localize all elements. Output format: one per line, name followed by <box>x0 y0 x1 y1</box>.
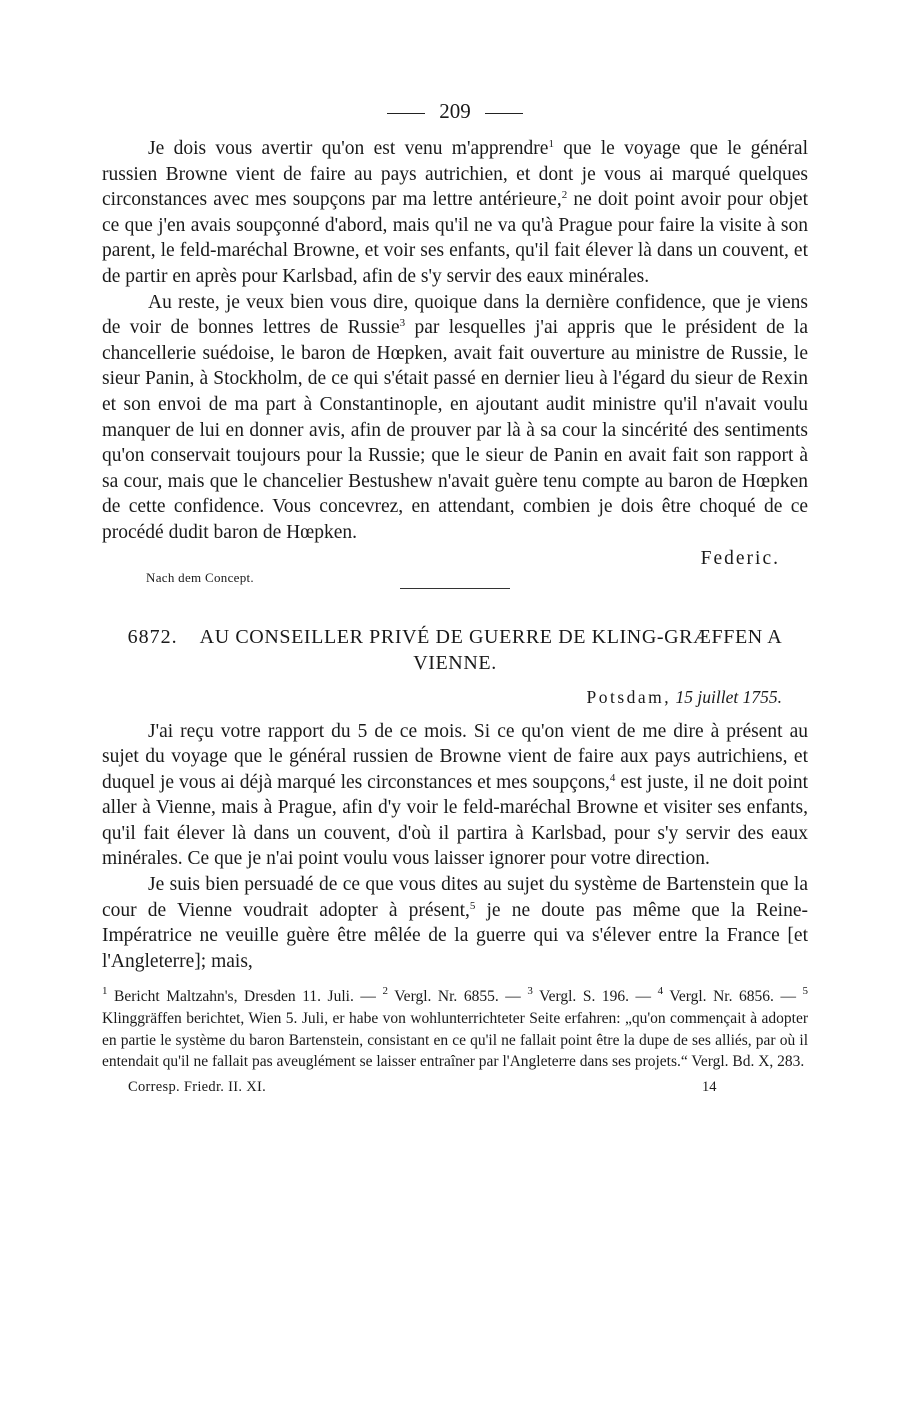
dateline-date: 15 juillet 1755. <box>675 686 782 707</box>
header-dash-right <box>485 113 523 114</box>
letter2-paragraph-2: Je suis bien persuadé de ce que vous dites au sujet du système de Bartenstein que la cour de Vienne voudrait adopter à présent,$^5$ je ne doute pas même que la Reine-Impératrice ne veuille guère être mêlée de la guerre qui va s'élever entre la France [et l'Angleterre]; mais, <box>102 874 808 972</box>
letter1-paragraph-1: Je dois vous avertir qu'on est venu m'apprendre$^1$ que le voyage que le général russien Browne vient de faire au pays autrichien, et dont je vous ai marqué quelques circonstances avec mes soupçons par ma lettre antérieure,$^2$ ne doit point avoir pour objet ce que j'en avais soupçonné d'abord, mais qu'il ne va qu'à Prague pour faire la visite à son parent, le feld-maréchal Browne, et voir ses enfants, qu'il fait élever là dans un couvent, et de partir en après pour Karlsbad, afin de s'y servir des eaux minérales. <box>102 138 808 287</box>
letter-title: AU CONSEILLER PRIVÉ DE GUERRE DE KLING-GRÆFFEN A VIENNE. <box>199 625 783 674</box>
sheet-signature: 14 <box>702 1078 717 1095</box>
footnote-marker: 3 <box>399 317 406 330</box>
document-page <box>102 96 808 1105</box>
dateline-place: Potsdam, <box>586 686 672 707</box>
footnote-marker: 5 <box>802 985 809 998</box>
letter1-closing <box>102 546 808 588</box>
source-note: Nach dem Concept. <box>146 569 254 585</box>
footnote-marker: 2 <box>561 189 568 202</box>
letter2-heading <box>102 624 808 676</box>
letter1-paragraph-2: Au reste, je veux bien vous dire, quoique dans la dernière confidence, que je viens de voir de bonnes lettres de Russie$^3$ par lesquelles j'ai appris que le président de la chancellerie suédoise, le baron de Hœpken, avait fait ouverture au ministre de Russie, le sieur Panin, à Stockholm, de ce qui s'était passé en dernier lieu à l'égard du sieur de Rexin et son envoi de ma part à Constantinople, en ajoutant audit ministre qu'il n'avait voulu manquer de lui en donner avis, afin de prouver par là à sa cour la sincérité des sentiments qu'on conservait toujours pour la Russie; que le sieur de Panin en avait fait son rapport à sa cour, mais que le chancelier Bestushew n'avait guère tenu compte au baron de Hœpken de cette confidence. Vous concevrez, en attendant, combien je dois être choqué de ce procédé dudit baron de Hœpken. <box>102 291 808 543</box>
footnotes: $^1$ Bericht Maltzahn's, Dresden 11. Juli. — $^2$ Vergl. Nr. 6855. — $^3$ Vergl. S. 196. — $^4$ Vergl. Nr. 6856. — $^5$ Klinggräffen berichtet, Wien 5. Juli, er habe von wohlunterrichteter Seite erfahren: „qu'on commençait à adopter en partie le système du baron Bartenstein, consistant en ce qu'il ne fallait point être la dupe de ses alliés, par où il entendait qu'il ne fallait pas aveuglément se laisser entraîner par l'Angleterre dans ses projets.“ Vergl. Bd. X, 283. <box>102 985 809 1071</box>
signature: Federic. <box>700 547 780 569</box>
letter2-paragraph-1: J'ai reçu votre rapport du 5 de ce mois. Si ce qu'on vient de me dire à présent au sujet du voyage que le général russien de Browne vient de faire aux pays autrichiens, et duquel je vous ai déjà marqué les circonstances et mes soupçons,$^4$ est juste, il ne doit point aller à Vienne, mais à Prague, afin d'y voir le feld-maréchal Browne et visiter ses enfants, qu'il fait élever là dans un couvent, d'où il partira à Karlsbad, pour s'y servir des eaux minérales. Ce que je n'ai point voulu vous laisser ignorer pour votre direction. <box>102 720 809 870</box>
footnote-marker: 3 <box>527 985 533 998</box>
footnote-marker: 5 <box>469 899 476 912</box>
footnote-marker: 2 <box>382 985 388 998</box>
volume-citation: Corresp. Friedr. II. XI. <box>128 1078 267 1095</box>
footnote-marker: 4 <box>609 771 616 784</box>
page-number: 209 <box>439 99 471 123</box>
page-header <box>102 96 808 136</box>
footnote-marker: 1 <box>102 985 108 998</box>
header-dash-left <box>387 113 425 114</box>
footnote-marker: 4 <box>657 985 664 998</box>
page-footer <box>102 1079 808 1105</box>
section-divider <box>400 588 510 589</box>
dateline <box>102 685 782 709</box>
footnote-marker: 1 <box>548 138 554 150</box>
letter-number: 6872. <box>127 625 178 648</box>
